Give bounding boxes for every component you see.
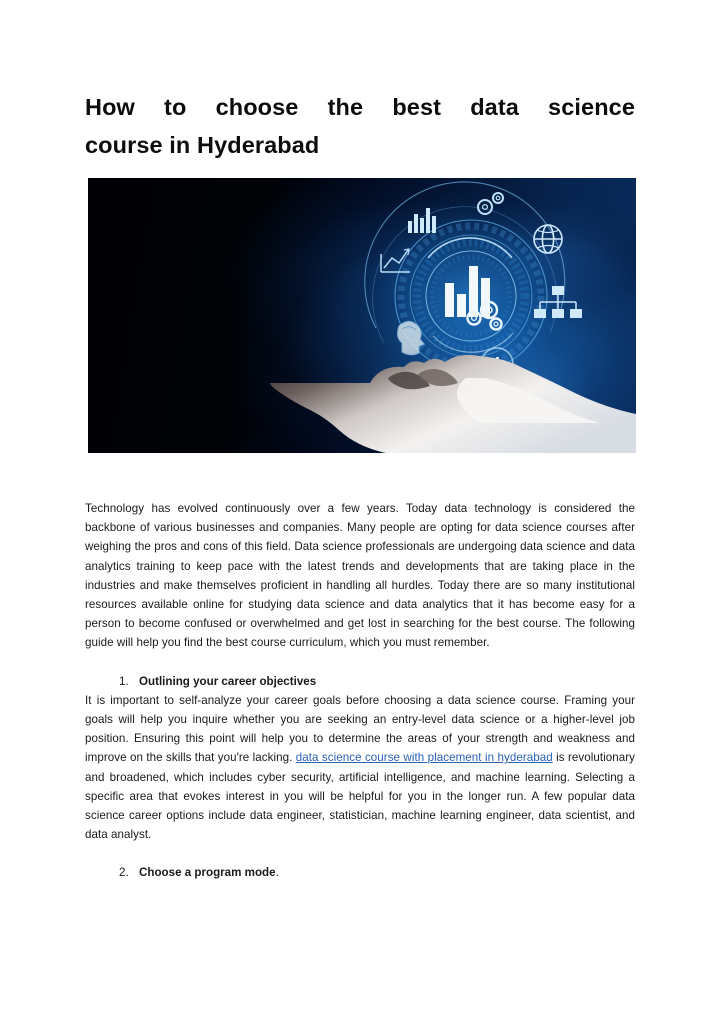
list-item-2-number: 2. bbox=[119, 866, 129, 880]
section-1-text-before-link: It is important to self-analyze your career goals before choosing a data science course. Framing your goals will help you inquire whether you are seeking an entry-level data science or a higher-level job position. Ensuring this point will help you to determine the areas of your strength and weakness and improve on the skills that you're lacking. bbox=[85, 693, 635, 765]
page-title-line-1: How to choose the best data science bbox=[85, 94, 635, 120]
page-title bbox=[85, 88, 635, 164]
hero-image bbox=[88, 178, 636, 453]
intro-paragraph: Technology has evolved continuously over a few years. Today data technology is considered the backbone of various businesses and companies. Many people are opting for data science courses after weighing the pros and cons of this field. Data science professionals are undergoing data science and data analytics training to keep pace with the latest trends and developments that are taking place in the industries and make themselves proficient in handling all hurdles. Today there are so many institutional resources available online for studying data science and data analytics that it has become easy for a person to become confused or overwhelmed and get lost in searching for the best course. The following guide will help you find the best course curriculum, which you must remember. bbox=[85, 502, 635, 650]
page-title-line-2: course in Hyderabad bbox=[85, 132, 320, 158]
hand-graphic bbox=[88, 178, 636, 453]
list-item-2 bbox=[85, 863, 635, 882]
list-item-1 bbox=[85, 672, 635, 691]
section-1-paragraph bbox=[85, 691, 635, 845]
list-item-2-label: Choose a program mode bbox=[139, 866, 276, 880]
page-content bbox=[85, 88, 635, 883]
data-science-course-link[interactable]: data science course with placement in hyderabad bbox=[295, 751, 553, 765]
section-1-text-after-link: is revolutionary and broadened, which includes cyber security, artificial intelligence, and machine learning. Selecting a specific area that evokes interest in you will be helpful for you in the longer run. A few popular data science career options include data engineer, statistician, machine learning engineer, data scientist, and data analyst. bbox=[85, 751, 635, 842]
list-item-1-number: 1. bbox=[119, 674, 129, 688]
list-item-2-trailing: . bbox=[275, 866, 279, 880]
list-item-1-label: Outlining your career objectives bbox=[139, 674, 317, 688]
